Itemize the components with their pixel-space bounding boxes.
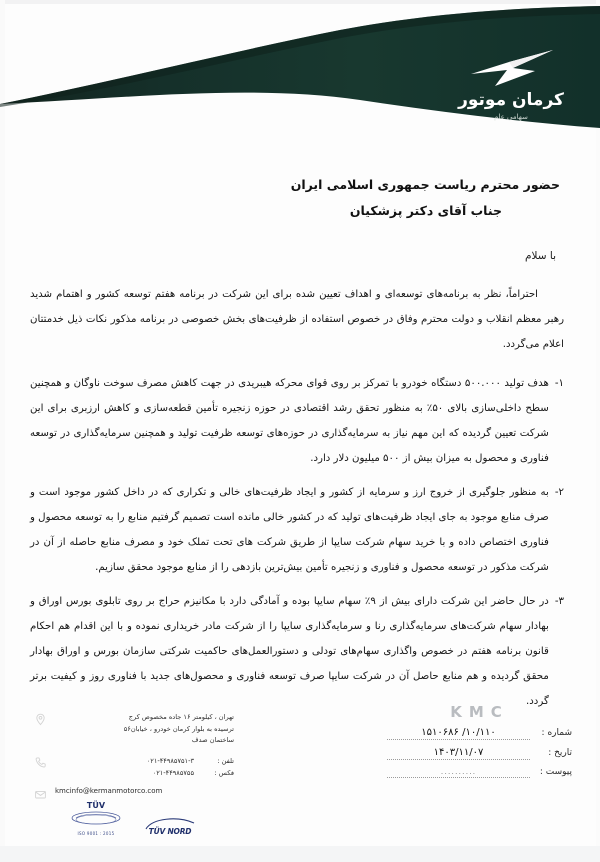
email-icon	[34, 788, 47, 801]
intro-paragraph: احتراماً، نظر به برنامه‌های توسعه‌ای و اهداف تعیین شده برای این شرکت در برنامه هفتم توسعه کشور و اهتمام شدید رهبر معظم انقلاب و دولت محترم وفاق در خصوص استفاده از ظرفیت‌های بخش خصوصی در برنامه مذکور نکات ذیل خدمتتان اعلام می‌گردد.	[30, 289, 564, 350]
phone-icon	[34, 756, 47, 769]
tuv-nord-arc-icon	[140, 816, 200, 836]
numbered-item-3	[30, 590, 564, 715]
page-edge-bottom	[0, 846, 600, 862]
address-line-2: ترسیده به بلوار کرمان خودرو ، خیابان۵۶	[123, 724, 234, 733]
salutation: با سلام	[524, 250, 556, 262]
email-address[interactable]: kmcinfo@kermanmotorco.com	[55, 786, 163, 795]
item-number: ۳-	[554, 595, 564, 607]
numbered-item-1	[30, 372, 564, 472]
contact-block	[34, 712, 234, 809]
tuv-label: TÜV	[86, 801, 106, 810]
contact-address-row	[34, 712, 234, 747]
contact-phone-fax	[55, 755, 234, 779]
reference-label: پیوست :	[539, 767, 572, 777]
addressee-line-1: حضور محترم ریاست جمهوری اسلامی ایران	[290, 177, 560, 192]
item-number: ۱-	[554, 377, 564, 389]
tuv-nord-label: TÜV NORD	[148, 827, 192, 836]
header-swoosh-shape	[0, 0, 600, 145]
kmc-wordmark: KMC	[450, 703, 509, 721]
phone-value: ۰۲۱-۴۴۹۸۵۷۵۱-۳	[146, 756, 194, 765]
item-text: در حال حاضر این شرکت دارای بیش از ۹٪ سهام سایپا بوده و آمادگی دارد با مکانیزم حراج بر روی تابلوی بورس اوراق و بهادار سهام شرکت‌های سرمایه‌گذاری رنا و سرمایه‌گذاری سایپا را از شرکت مادر خریداری نموده و با این اقدام هم احکام قانون برنامه هفتم در خصوص واگذاری سهام‌های تودلی و دستورالعمل‌های حاکمیت شرکتی سازمان بورس و اوراق بهادار محقق گردیده و هم منابع حاصل آن در شرکت سایپا صرف توسعه فناوری و محصول‌های جدید با فناوری روز و کیفیت برتر گردد.	[30, 595, 549, 707]
location-pin-icon	[34, 713, 47, 726]
fax-value: ۰۲۱-۴۴۹۸۵۷۵۵	[152, 768, 194, 777]
reference-row-date	[387, 747, 572, 760]
addressee-line-2: جناب آقای دکتر پزشکیان	[349, 203, 502, 219]
brand-subtitle: سهامی عام	[494, 112, 528, 121]
fax-row	[55, 767, 234, 779]
phone-row	[55, 755, 234, 767]
addressee-block	[140, 172, 560, 225]
reference-value: ۱۰/۱۱۰/ ۱۵۱۰۶۸۶	[387, 727, 530, 740]
contact-address	[55, 712, 234, 747]
certification-logos	[68, 802, 200, 836]
address-line-1: تهران ، کیلومتر ۱۶ جاده مخصوص کرج	[128, 713, 234, 721]
reference-block	[387, 703, 572, 785]
numbered-item-2	[30, 481, 564, 581]
reference-label: تاریخ :	[548, 748, 572, 758]
reference-row-number	[387, 727, 572, 740]
reference-label: شماره :	[541, 728, 572, 738]
phone-label: تلفن :	[217, 756, 234, 765]
item-text: به منظور جلوگیری از خروج ارز و سرمایه از کشور و ایجاد ظرفیت‌های خالی و تکراری که در داخل کشور موجود است و صرف منابع موجود به جای ایجاد ظرفیت‌های تولید که در کشور خالی مانده است تصمیم گرفتیم منابع را به توسعه محصول و فناوری اختصاص داده و با خرید سهام شرکت سایپا از طریق شرکت های تحت تملک خود و مصرف منابع حاصله از آن در شرکت مذکور در توسعه محصول و فناوری و زنجیره تأمین بیش‌ترین بازدهی را از منابع موجود محقق سازیم.	[30, 486, 549, 573]
fax-label: فکس :	[214, 768, 234, 777]
brand-name: کرمان موتور	[458, 90, 564, 110]
reference-value: ۱۴۰۳/۱۱/۰۷	[387, 747, 530, 760]
contact-email-row	[34, 787, 234, 801]
address-line-3: ساختمان صدف	[191, 736, 234, 745]
item-number: ۲-	[554, 486, 564, 498]
reference-value: ..........	[387, 767, 530, 778]
contact-phone-row	[34, 755, 234, 779]
tuv-oval-icon	[68, 802, 124, 836]
reference-row-attachment	[387, 767, 572, 778]
tuv-standard-label: ISO 9001 : 2015	[77, 831, 115, 836]
item-text: هدف تولید ۵۰۰.۰۰۰ دستگاه خودرو با تمرکز بر روی قوای محرکه هیبریدی در جهت کاهش مصرف سوخت ناوگان و همچنین سطح داخلی‌سازی بالای ۵۰٪ به منظور تحقق رشد اقتصادی در حوزه زنجیره تأمین قطعه‌سازی و کاهش ارزبری برای این شرکت تعیین گردیده که این مهم نیاز به سرمایه‌گذاری در حوزه‌های توسعه ظرفیت تولید و همچنین سرمایه‌گذاری در توسعه فناوری و محصول به میزان بیش از ۵۰۰ میلیون دلار دارد.	[30, 377, 549, 464]
letterhead-header	[0, 0, 600, 145]
letter-body	[30, 283, 564, 724]
